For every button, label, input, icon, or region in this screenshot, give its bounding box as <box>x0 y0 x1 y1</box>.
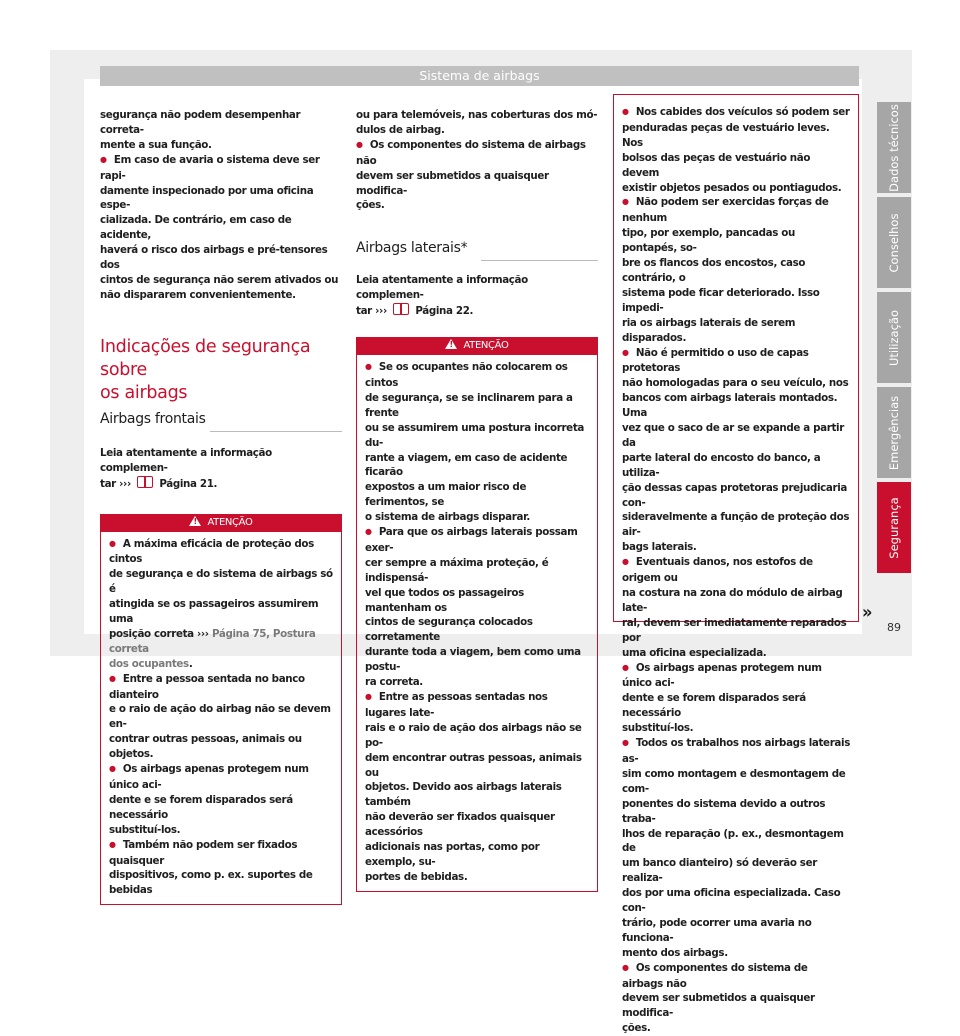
section-title: Indicações de segurança sobre os airbags <box>100 336 311 403</box>
page-header: Sistema de airbags <box>100 66 859 86</box>
list-item: ● Não é permitido o uso de capas protetoras não homologadas para o seu veículo, nos bancos com airbags laterais montados. Uma vez que o saco de ar se expande a partir da parte lateral do encosto do banco, a utiliza- ção dessas capas protetoras prejudicaria con- sideravelmente a função de proteção dos air- bags laterais. <box>622 346 850 556</box>
list-item: ● Em caso de avaria o sistema deve ser rapi- damente inspecionado por uma oficina espe- cializada. De contrário, em caso de acidente, haverá o risco dos airbags e pré-tensores dos cintos de segurança não serem ativados ou não dispararem convenientemente. <box>100 153 342 303</box>
list-item: ● Eventuais danos, nos estofos de origem ou na costura na zona do módulo de airbag late- ral, devem ser imediatamente reparados por uma oficina especializada. <box>622 555 850 660</box>
list-item: ● Os componentes do sistema de airbags não devem ser submetidos a quaisquer modifica- ções. <box>356 138 598 214</box>
list-item: ● Os airbags apenas protegem num único aci- dente e se forem disparados será necessário substituí-los. <box>109 762 333 838</box>
warning-triangle-icon <box>445 339 457 349</box>
list-item: ● Nos cabides dos veículos só podem ser penduradas peças de vestuário leves. Nos bolsos das peças de vestuário não devem existir objetos pesados ou pontiagudos. <box>622 105 850 195</box>
column-2 <box>356 108 598 892</box>
warning-header: !ATENÇÃO <box>357 338 597 354</box>
list-item: ● Os airbags apenas protegem num único aci- dente e se forem disparados será necessário substituí-los. <box>622 661 850 737</box>
tab-conselhos[interactable]: Conselhos <box>877 197 911 288</box>
subsection-title: Airbags laterais* <box>356 240 468 257</box>
chapter-tabs <box>877 102 911 577</box>
page-link[interactable]: Página 21. <box>159 477 218 490</box>
warning-box <box>100 514 342 906</box>
continued-text: ou para telemóveis, nas coberturas dos mó- dulos de airbag. <box>356 109 598 136</box>
list-item: ● Entre a pessoa sentada no banco dianteiro e o raio de ação do airbag não se devem en- contrar outras pessoas, animais ou objetos. <box>109 672 333 762</box>
book-icon <box>137 476 153 488</box>
list-item: ● Se os ocupantes não colocarem os cintos de segurança, se se inclinarem para a frente ou se assumirem uma postura incorreta du- rante a viagem, em caso de acidente ficarão expostos a um maior risco de ferimentos, se o sistema de airbags disparar. <box>365 360 589 525</box>
list-item: ● Os componentes do sistema de airbags não devem ser submetidos a quaisquer modifica- ções. <box>622 961 850 1036</box>
tab-dados-tecnicos[interactable]: Dados técnicos <box>877 102 911 193</box>
intro-text: Leia atentamente a informação complemen- tar ››› Página 22. <box>356 274 528 318</box>
intro-text: Leia atentamente a informação complemen- tar ››› Página 21. <box>100 446 272 490</box>
column-3-box <box>613 94 859 1035</box>
book-icon <box>393 303 409 315</box>
tab-utilizacao[interactable]: Utilização <box>877 292 911 383</box>
warning-box <box>356 337 598 892</box>
warning-triangle-icon <box>189 516 201 526</box>
divider <box>210 431 342 432</box>
subsection-title: Airbags frontais <box>100 410 206 427</box>
list-item: ● Também não podem ser fixados quaisquer dispositivos, como p. ex. suportes de bebidas <box>109 838 333 899</box>
tab-seguranca[interactable]: Segurança <box>877 482 911 573</box>
list-item: ● Todos os trabalhos nos airbags laterais as- sim como montagem e desmontagem de com- ponentes do sistema devido a outros traba- lhos de reparação (p. ex., desmontagem de um banco dianteiro) só deverão ser realiza- dos por uma oficina especializada. Caso con- trário, pode ocorrer uma avaria no funciona- mento dos airbags. <box>622 736 850 961</box>
divider <box>481 260 598 261</box>
column-1 <box>100 108 342 905</box>
continue-arrow-icon[interactable]: » <box>862 602 873 623</box>
warning-header: !ATENÇÃO <box>101 515 341 531</box>
tab-emergencias[interactable]: Emergências <box>877 387 911 478</box>
cross-ref-arrows: ››› <box>119 477 131 490</box>
page-link-cont[interactable]: dos ocupantes <box>109 657 189 670</box>
list-item: ● Para que os airbags laterais possam exer- cer sempre a máxima proteção, é indispensá- vel que todos os passageiros mantenham os cintos de segurança colocados corretamente durante toda a viagem, bem como uma postu- ra correta. <box>365 525 589 690</box>
page-number: 89 <box>887 621 901 634</box>
list-item: ● Entre as pessoas sentadas nos lugares late- rais e o raio de ação dos airbags não se po- dem encontrar outras pessoas, animais ou objetos. Devido aos airbags laterais também não deverão ser fixados quaisquer acessórios adicionais nas portas, como por exemplo, su- portes de bebidas. <box>365 690 589 885</box>
list-item: ● A máxima eficácia de proteção dos cintos de segurança e do sistema de airbags só é atingida se os passageiros assumirem uma posição correta ››› Página 75, Postura correta dos ocupantes. <box>109 537 333 672</box>
cross-ref-arrows: ››› <box>375 305 387 318</box>
page-link[interactable]: Página 22. <box>415 305 474 318</box>
page-link[interactable]: Página 75, Postura correta <box>109 627 316 655</box>
continued-text: segurança não podem desempenhar correta- mente a sua função. <box>100 109 301 151</box>
list-item: ● Não podem ser exercidas forças de nenhum tipo, por exemplo, pancadas ou pontapés, so- bre os flancos dos encostos, caso contrário, o sistema pode ficar deteriorado. Isso impedi- ria os airbags laterais de serem disparados. <box>622 195 850 345</box>
